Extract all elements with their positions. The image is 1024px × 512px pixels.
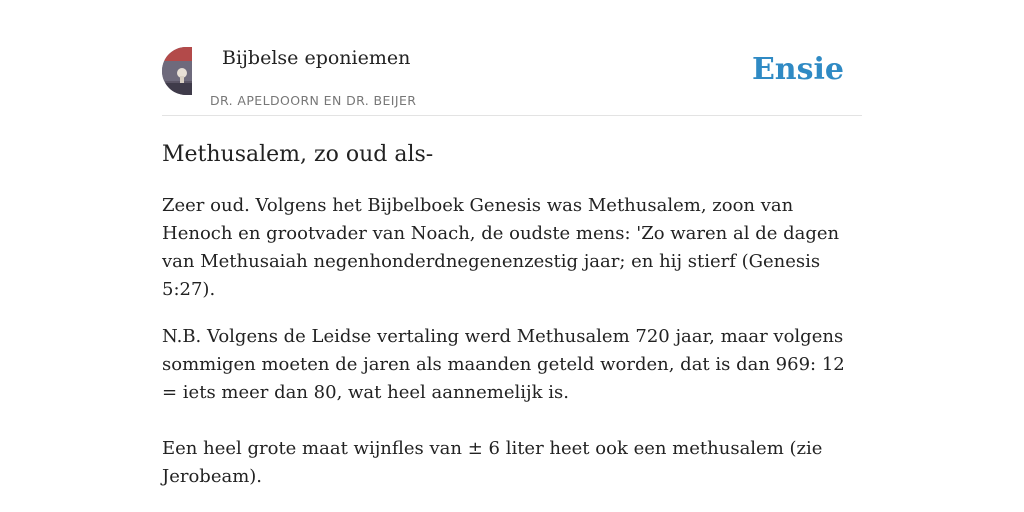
ensie-logo[interactable]: Ensie: [751, 52, 844, 87]
entry-card: [162, 0, 862, 512]
entry-paragraph: Een heel grote maat wijnfles van ± 6 liter heet ook een methusalem (zie Jerobeam).: [162, 438, 823, 487]
entry-title: Methusalem, zo oud als-: [162, 142, 434, 167]
book-title[interactable]: Bijbelse eponiemen: [222, 47, 411, 69]
book-cover-image[interactable]: [162, 47, 192, 95]
book-cover-illustration: [162, 47, 192, 95]
book-header: [162, 0, 862, 116]
entry-paragraph: N.B. Volgens de Leidse vertaling werd Methusalem 720 jaar, maar volgens sommigen moeten de jaren als maanden geteld worden, dat is dan 969: 12 = iets meer dan 80, wat heel aannemelijk is.: [162, 326, 845, 403]
entry-paragraph: Zeer oud. Volgens het Bijbelboek Genesis was Methusalem, zoon van Henoch en grootvader van Noach, de oudste mens: 'Zo waren al de dagen van Methusaiah negenhonderdnegenenzestig jaar; en hij stierf (Genesis 5:27).: [162, 195, 840, 300]
entry-body: [162, 192, 862, 491]
book-authors: DR. APELDOORN EN DR. BEIJER: [210, 93, 417, 108]
